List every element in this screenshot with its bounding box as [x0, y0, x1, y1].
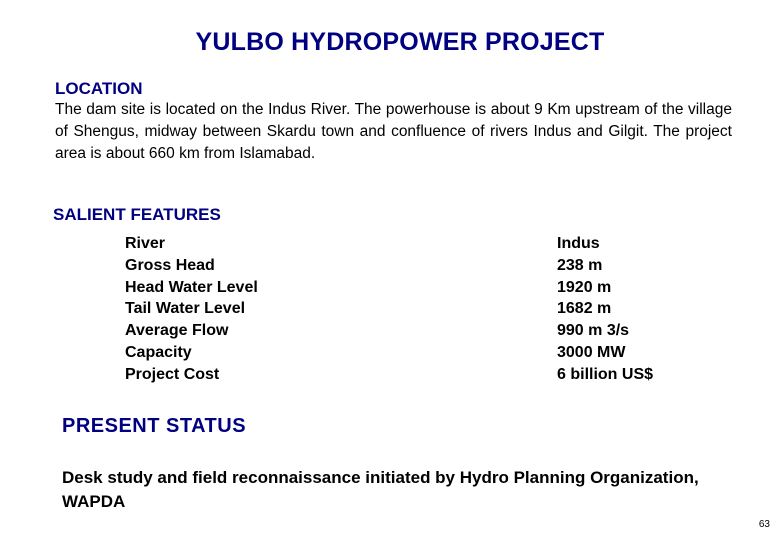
- feature-label: Capacity: [125, 343, 192, 361]
- feature-values-list: [557, 233, 653, 386]
- feature-value: Indus: [557, 235, 600, 252]
- page-title: YULBO HYDROPOWER PROJECT: [195, 28, 605, 56]
- feature-label: Head Water Level: [125, 278, 258, 296]
- present-status-text: Desk study and field reconnaissance initiated by Hydro Planning Organization, WAPDA: [62, 468, 699, 511]
- location-description: The dam site is located on the Indus River. The powerhouse is about 9 Km upstream of the village of Shengus, midway between Skardu town and confluence of rivers Indus and Gilgit. The project area is about 660 km from Islamabad.: [55, 101, 732, 162]
- present-status-heading: PRESENT STATUS: [62, 415, 247, 437]
- feature-label: Project Cost: [125, 365, 220, 383]
- salient-features-heading: SALIENT FEATURES: [53, 205, 221, 224]
- feature-labels-list: [125, 233, 258, 386]
- feature-label: Gross Head: [125, 256, 215, 274]
- feature-value: 6 billion US$: [557, 365, 654, 383]
- feature-value: 990 m 3/s: [557, 322, 630, 340]
- feature-value: 238 m: [557, 256, 603, 274]
- location-heading: LOCATION: [55, 79, 143, 98]
- feature-label: Average Flow: [125, 322, 229, 340]
- feature-value: 1682 m: [557, 300, 612, 318]
- page-number: 63: [758, 519, 770, 530]
- feature-value: 3000 MW: [557, 343, 626, 361]
- feature-value: 1920 m: [557, 278, 612, 296]
- feature-label: Tail Water Level: [125, 300, 246, 318]
- feature-label: River: [125, 235, 166, 252]
